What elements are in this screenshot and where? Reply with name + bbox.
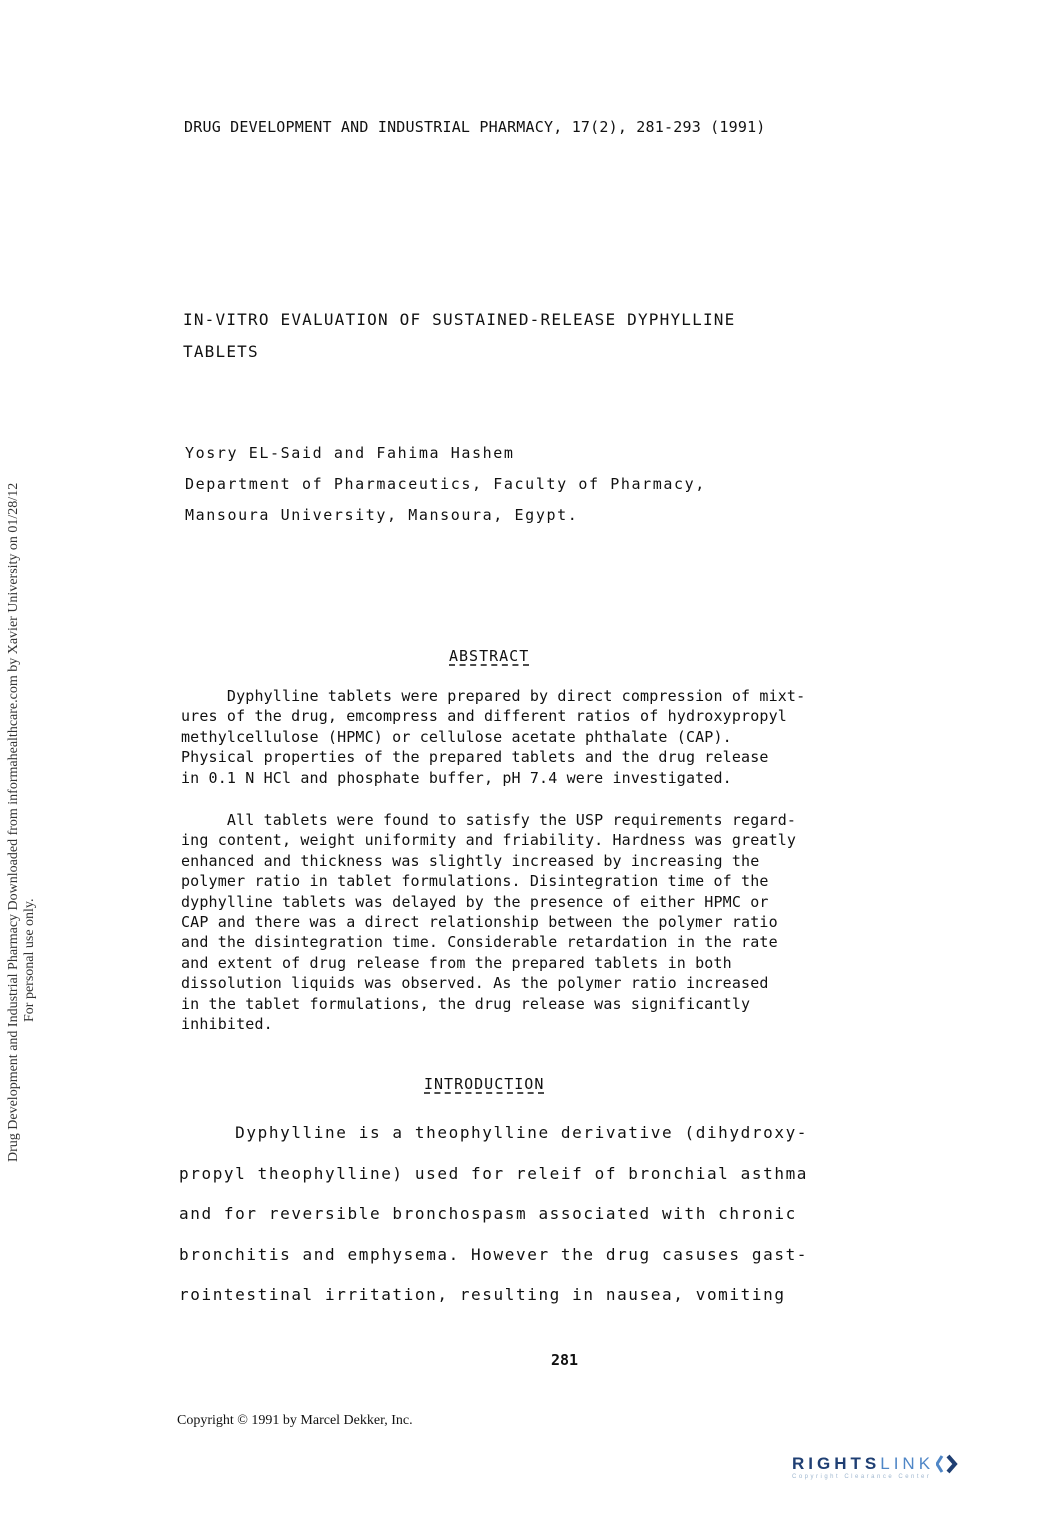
intro-line: Dyphylline is a theophylline derivative (dihydroxy-: [179, 1123, 809, 1142]
abstract-p1-line: Dyphylline tablets were prepared by direct compression of mixt-: [181, 687, 806, 705]
abstract-p2-line: dyphylline tablets was delayed by the presence of either HPMC or: [181, 892, 769, 911]
page-number: 281: [551, 1351, 579, 1369]
abstract-paragraph-1: [181, 686, 871, 788]
abstract-p2-line: dissolution liquids was observed. As the polymer ratio increased: [181, 974, 769, 993]
introduction-heading: INTRODUCTION: [424, 1075, 545, 1093]
abstract-p1-line: ures of the drug, emcompress and different ratios of hydroxypropyl: [181, 707, 787, 726]
copyright-notice: Copyright © 1991 by Marcel Dekker, Inc.: [177, 1413, 413, 1428]
abstract-p2-line: ing content, weight uniformity and friability. Hardness was greatly: [181, 831, 797, 850]
abstract-p2-line: All tablets were found to satisfy the USP requirements regard-: [181, 811, 797, 829]
rightslink-wordmark: RIGHTSLINK: [792, 1454, 935, 1473]
introduction-body: [179, 1113, 879, 1316]
abstract-heading: ABSTRACT: [449, 647, 530, 665]
abstract-p2-line: CAP and there was a direct relationship between the polymer ratio: [181, 913, 778, 932]
intro-line: propyl theophylline) used for releif of bronchial asthma: [179, 1163, 809, 1183]
rightslink-tagline: Copyright Clearance Center: [792, 1474, 932, 1480]
abstract-p1-line: methylcellulose (HPMC) or cellulose acetate phthalate (CAP).: [181, 727, 732, 746]
affiliation-line-2: Mansoura University, Mansoura, Egypt.: [185, 506, 579, 524]
abstract-p2-line: polymer ratio in tablet formulations. Disintegration time of the: [181, 872, 769, 891]
rightslink-logo[interactable]: [792, 1454, 958, 1480]
abstract-p2-line: in the tablet formulations, the drug release was significantly: [181, 994, 751, 1013]
intro-line: and for reversible bronchospasm associated with chronic: [179, 1204, 797, 1223]
personal-use-notice: For personal use only.: [22, 898, 37, 1022]
abstract-paragraph-2: [181, 810, 871, 1034]
abstract-p1-line: in 0.1 N HCl and phosphate buffer, pH 7.4 were investigated.: [181, 768, 732, 787]
download-notice: Drug Development and Industrial Pharmacy Downloaded from informahealthcare.com by Xavier University on 01/28/12: [6, 482, 21, 1162]
affiliation-line-1: Department of Pharmaceutics, Faculty of Pharmacy,: [185, 475, 706, 493]
intro-line: rointestinal irritation, resulting in nausea, vomiting: [179, 1285, 786, 1304]
intro-line: bronchitis and emphysema. However the drug casuses gast-: [179, 1244, 809, 1264]
rightslink-arrows-icon: [936, 1454, 958, 1474]
article-title-line-2: TABLETS: [183, 342, 259, 361]
abstract-p2-line: and the disintegration time. Considerable retardation in the rate: [181, 933, 778, 952]
abstract-p2-line: inhibited.: [181, 1015, 273, 1034]
journal-header: DRUG DEVELOPMENT AND INDUSTRIAL PHARMACY, 17(2), 281-293 (1991): [184, 118, 766, 136]
abstract-p2-line: enhanced and thickness was slightly increased by increasing the: [181, 851, 760, 870]
author-names: Yosry EL-Said and Fahima Hashem: [185, 444, 515, 462]
abstract-p2-line: and extent of drug release from the prepared tablets in both: [181, 953, 732, 972]
article-title-line-1: IN-VITRO EVALUATION OF SUSTAINED-RELEASE DYPHYLLINE: [183, 310, 736, 329]
abstract-p1-line: Physical properties of the prepared tablets and the drug release: [181, 748, 769, 767]
